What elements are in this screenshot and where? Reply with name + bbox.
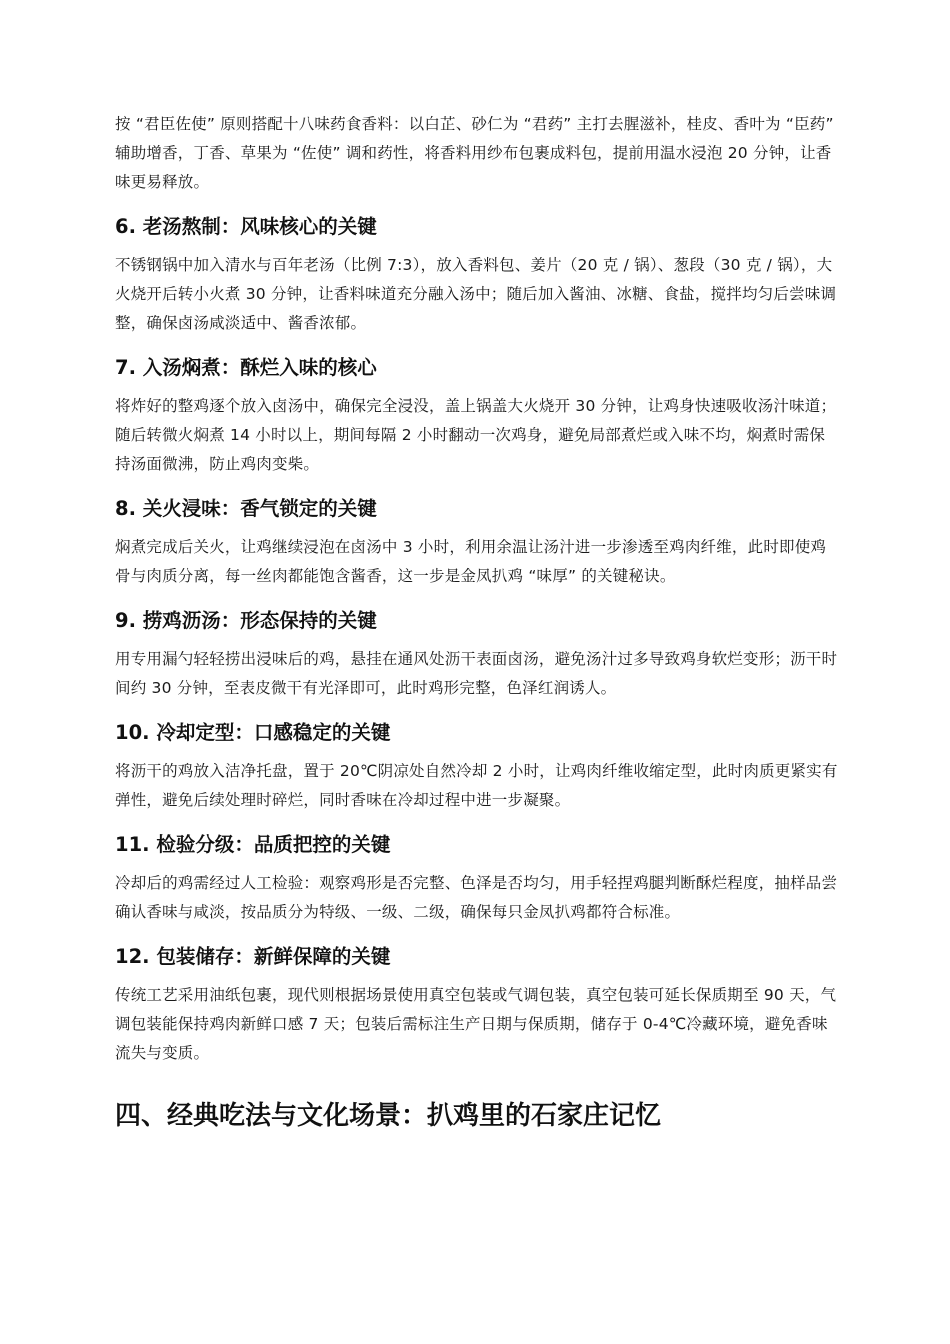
section-6 [115,213,840,338]
section-heading: 6. 老汤熬制：风味核心的关键 [115,215,377,238]
section-body: 冷却后的鸡需经过人工检验：观察鸡形是否完整、色泽是否均匀，用手轻捏鸡腿判断酥烂程度，抽样品尝确认香味与咸淡，按品质分为特级、一级、二级，确保每只金凤扒鸡都符合标准。 [115,874,838,921]
section-heading: 11. 检验分级：品质把控的关键 [115,833,391,856]
section-8 [115,495,840,591]
section-body: 焖煮完成后关火，让鸡继续浸泡在卤汤中 3 小时，利用余温让汤汁进一步渗透至鸡肉纤维，此时即使鸡骨与肉质分离，每一丝肉都能饱含酱香，这一步是金凤扒鸡 “味厚” 的关键秘诀。 [115,538,827,585]
section-body: 将沥干的鸡放入洁净托盘，置于 20℃阴凉处自然冷却 2 小时，让鸡肉纤维收缩定型，此时肉质更紧实有弹性，避免后续处理时碎烂，同时香味在冷却过程中进一步凝聚。 [115,762,838,809]
section-body: 不锈钢锅中加入清水与百年老汤（比例 7:3），放入香料包、姜片（20 克 / 锅）、葱段（30 克 / 锅），大火烧开后转小火煮 30 分钟，让香料味道充分融入汤中；随后加入酱油、冰糖、食盐，搅拌均匀后尝味调整，确保卤汤咸淡适中、酱香浓郁。 [115,256,837,332]
section-heading: 8. 关火浸味：香气锁定的关键 [115,497,377,520]
section-body: 用专用漏勺轻轻捞出浸味后的鸡，悬挂在通风处沥干表面卤汤，避免汤汁过多导致鸡身软烂变形；沥干时间约 30 分钟，至表皮微干有光泽即可，此时鸡形完整，色泽红润诱人。 [115,650,838,697]
document-page [115,110,840,1134]
section-heading: 10. 冷却定型：口感稳定的关键 [115,721,391,744]
section-11 [115,831,840,927]
section-body: 将炸好的整鸡逐个放入卤汤中，确保完全浸没，盖上锅盖大火烧开 30 分钟，让鸡身快速吸收汤汁味道；随后转微火焖煮 14 小时以上，期间每隔 2 小时翻动一次鸡身，避免局部煮烂或入味不均，焖煮时需保持汤面微沸，防止鸡肉变柴。 [115,397,837,473]
section-10 [115,719,840,815]
section-body: 传统工艺采用油纸包裹，现代则根据场景使用真空包装或气调包装，真空包装可延长保质期至 90 天，气调包装能保持鸡肉新鲜口感 7 天；包装后需标注生产日期与保质期，储存于 0-4℃冷藏环境，避免香味流失与变质。 [115,986,837,1062]
chapter-heading: 四、经典吃法与文化场景：扒鸡里的石家庄记忆 [115,1101,662,1131]
section-heading: 12. 包装储存：新鲜保障的关键 [115,945,391,968]
section-12 [115,943,840,1068]
section-heading: 9. 捞鸡沥汤：形态保持的关键 [115,609,377,632]
intro-paragraph: 按 “君臣佐使” 原则搭配十八味药食香料：以白芷、砂仁为 “君药” 主打去腥滋补，桂皮、香叶为 “臣药” 辅助增香，丁香、草果为 “佐使” 调和药性，将香料用纱布包裹成料包，提前用温水浸泡 20 分钟，让香味更易释放。 [115,115,834,191]
section-9 [115,607,840,703]
section-heading: 7. 入汤焖煮：酥烂入味的核心 [115,356,377,379]
section-7 [115,354,840,479]
